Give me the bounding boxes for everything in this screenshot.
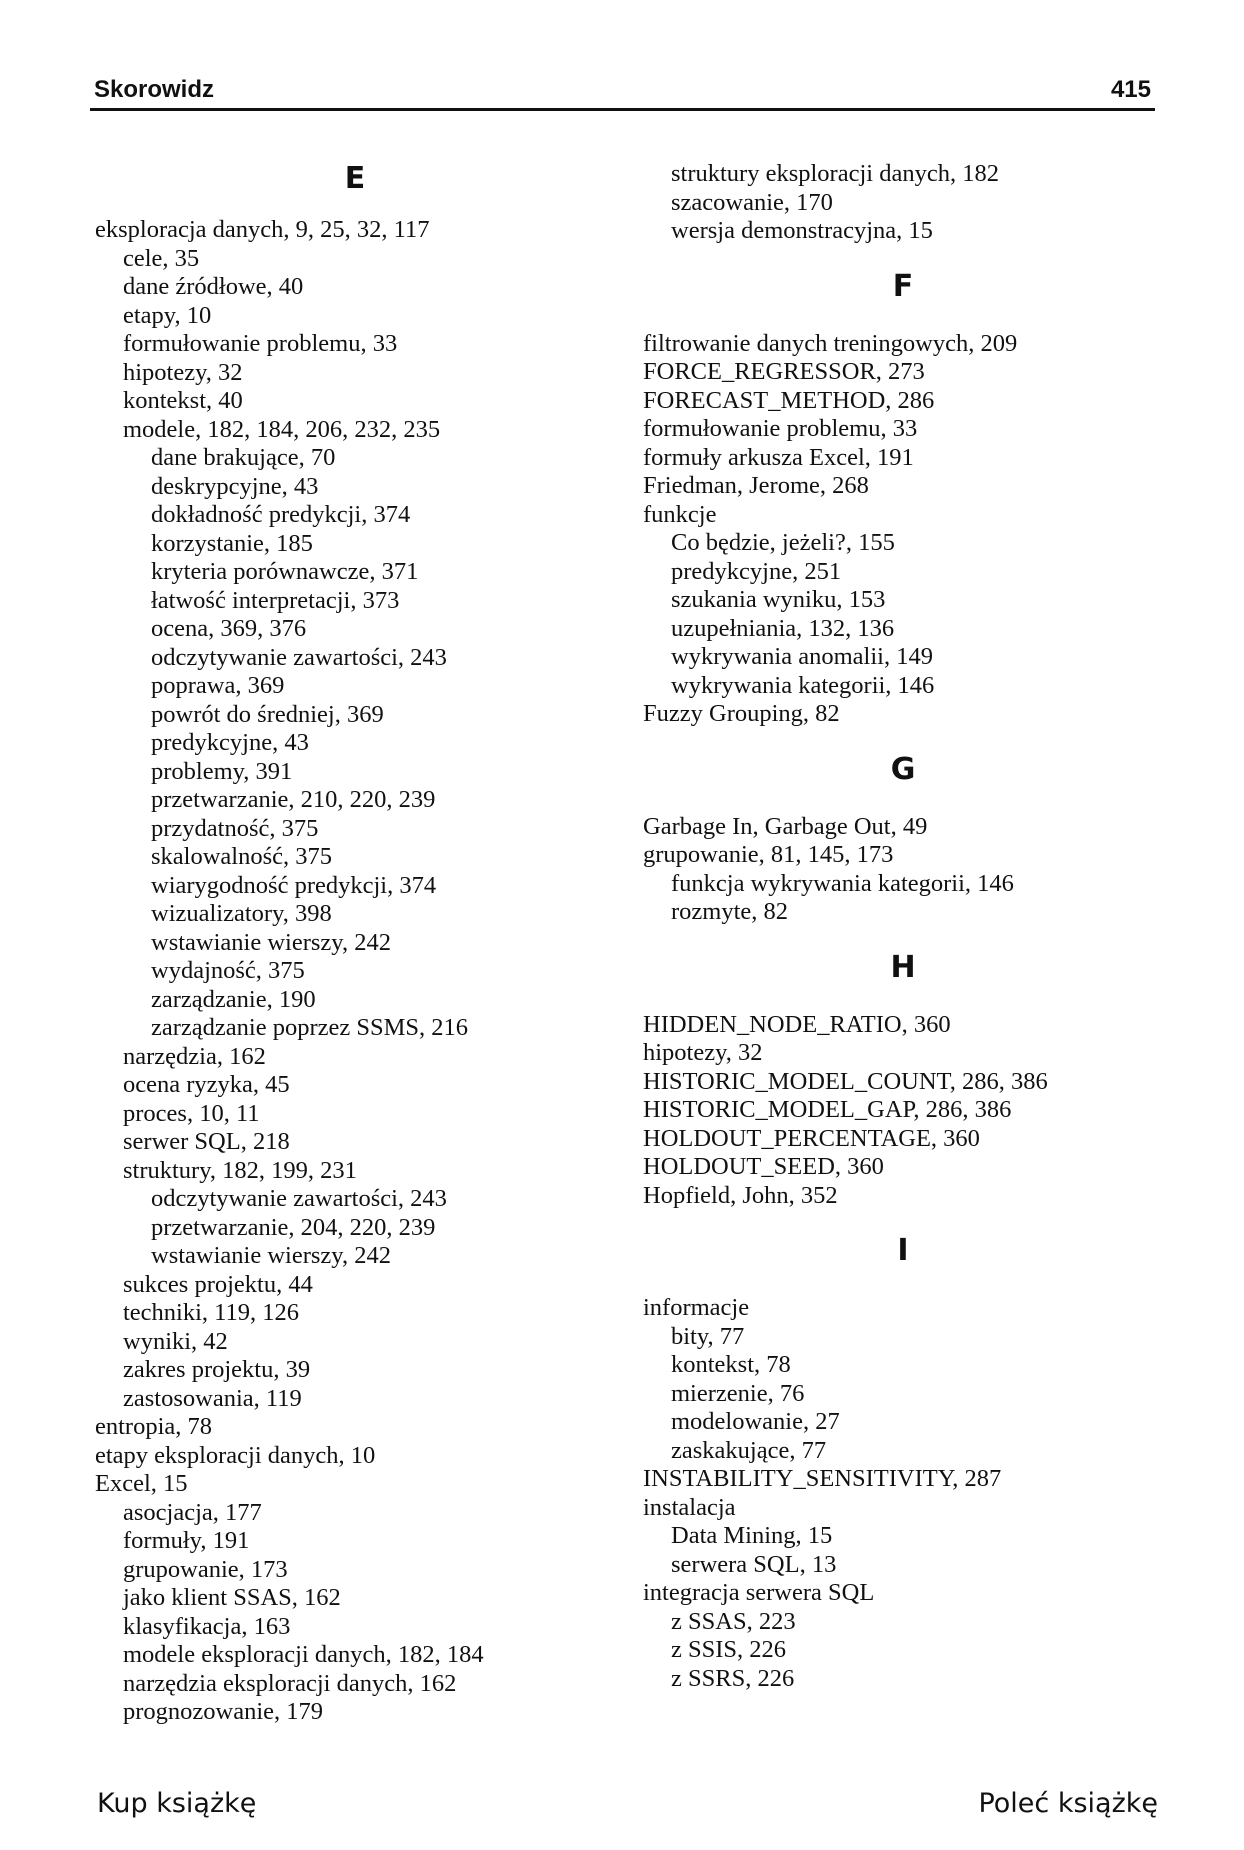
page-number: 415 [1110, 76, 1151, 103]
index-subentry: struktury eksploracji danych, 182 [671, 160, 999, 187]
index-entry: formuły arkusza Excel, 191 [643, 443, 914, 471]
index-subentry: szukania wyniku, 153 [671, 586, 886, 613]
index-entry: Hopfield, John, 352 [643, 1181, 838, 1209]
index-subentry: formuły, 191 [123, 1527, 250, 1554]
index-subentry: grupowanie, 173 [123, 1555, 288, 1583]
index-entry: HIDDEN_NODE_RATIO, 360 [643, 1010, 951, 1038]
index-subentry: problemy, 391 [151, 757, 293, 785]
section-letter-heading: G [890, 751, 916, 787]
index-subentry: Co będzie, jeżeli?, 155 [671, 529, 895, 556]
index-subentry: modele eksploracji danych, 182, 184 [123, 1641, 484, 1668]
index-entry: entropia, 78 [95, 1413, 213, 1440]
index-entry: HOLDOUT_SEED, 360 [643, 1153, 884, 1180]
index-entry: HISTORIC_MODEL_GAP, 286, 386 [643, 1096, 1012, 1123]
section-letter-heading: I [897, 1233, 909, 1268]
section-letter-heading: H [890, 949, 916, 985]
index-entry: FORCE_REGRESSOR, 273 [643, 358, 925, 385]
index-subentry: odczytywanie zawartości, 243 [151, 1185, 447, 1212]
index-subentry: modele, 182, 184, 206, 232, 235 [123, 415, 441, 443]
index-subentry: z SSAS, 223 [671, 1607, 796, 1635]
index-subentry: uzupełniania, 132, 136 [671, 614, 895, 642]
index-subentry: kontekst, 40 [123, 387, 243, 414]
index-subentry: mierzenie, 76 [671, 1379, 805, 1407]
index-subentry: prognozowanie, 179 [123, 1698, 324, 1725]
index-subentry: zakres projektu, 39 [123, 1356, 311, 1383]
running-head-title: Skorowidz [94, 76, 215, 103]
index-subentry: bity, 77 [671, 1322, 745, 1350]
index-entry: etapy eksploracji danych, 10 [95, 1441, 376, 1469]
index-subentry: wykrywania kategorii, 146 [671, 671, 935, 699]
index-subentry: z SSIS, 226 [671, 1636, 787, 1663]
index-subentry: dane źródłowe, 40 [123, 273, 304, 300]
index-subentry: wydajność, 375 [151, 957, 305, 984]
index-subentry: cele, 35 [123, 244, 200, 272]
index-subentry: serwera SQL, 13 [671, 1550, 837, 1578]
index-subentry: z SSRS, 226 [671, 1664, 795, 1692]
buy-book-link[interactable]: Kup książkę [97, 1788, 257, 1819]
index-subentry: poprawa, 369 [151, 672, 285, 699]
index-entry: Friedman, Jerome, 268 [643, 472, 869, 499]
index-subentry: narzędzia, 162 [123, 1042, 266, 1070]
index-subentry: wiarygodność predykcji, 374 [151, 871, 437, 899]
index-subentry: jako klient SSAS, 162 [123, 1584, 341, 1611]
index-subentry: powrót do średniej, 369 [151, 700, 384, 728]
index-subentry: predykcyjne, 43 [151, 729, 309, 756]
index-subentry: sukces projektu, 44 [123, 1270, 313, 1298]
index-subentry: szacowanie, 170 [671, 188, 833, 216]
index-subentry: predykcyjne, 251 [671, 557, 842, 585]
index-subentry: zastosowania, 119 [123, 1384, 302, 1412]
index-subentry: techniki, 119, 126 [123, 1299, 300, 1326]
index-column-right [643, 160, 1163, 1693]
index-subentry: asocjacja, 177 [123, 1498, 262, 1526]
index-subentry: wyniki, 42 [123, 1327, 228, 1355]
index-entry: HOLDOUT_PERCENTAGE, 360 [643, 1124, 980, 1152]
index-subentry: dane brakujące, 70 [151, 444, 336, 471]
index-entry: Garbage In, Garbage Out, 49 [643, 812, 928, 840]
index-subentry: zarządzanie poprzez SSMS, 216 [151, 1014, 469, 1041]
index-entry: HISTORIC_MODEL_COUNT, 286, 386 [643, 1067, 1048, 1095]
index-subentry: przydatność, 375 [151, 814, 319, 842]
recommend-book-link[interactable]: Poleć książkę [978, 1788, 1158, 1819]
index-column-left [95, 160, 615, 1727]
section-letter-heading: F [892, 268, 914, 304]
index-subentry: wykrywania anomalii, 149 [671, 643, 933, 670]
index-subentry: deskrypcyjne, 43 [151, 472, 319, 500]
page-header [90, 74, 1155, 111]
index-subentry: dokładność predykcji, 374 [151, 501, 411, 528]
index-entry: FORECAST_METHOD, 286 [643, 386, 935, 414]
index-subentry: narzędzia eksploracji danych, 162 [123, 1669, 457, 1697]
index-subentry: skalowalność, 375 [151, 843, 332, 870]
index-subentry: przetwarzanie, 210, 220, 239 [151, 786, 436, 813]
index-subentry: struktury, 182, 199, 231 [123, 1156, 357, 1184]
index-subentry: klasyfikacja, 163 [123, 1612, 291, 1640]
index-entry: formułowanie problemu, 33 [643, 415, 918, 442]
index-subentry: wersja demonstracyjna, 15 [671, 217, 933, 244]
index-subentry: zarządzanie, 190 [151, 985, 316, 1013]
index-subentry: zaskakujące, 77 [671, 1436, 827, 1464]
index-subentry: etapy, 10 [123, 301, 212, 329]
index-subentry: ocena ryzyka, 45 [123, 1071, 290, 1098]
index-entry: grupowanie, 81, 145, 173 [643, 841, 894, 868]
index-subentry: łatwość interpretacji, 373 [151, 586, 400, 614]
index-subentry: wstawianie wierszy, 242 [151, 1242, 391, 1269]
index-entry: filtrowanie danych treningowych, 209 [643, 329, 1018, 357]
index-subentry: hipotezy, 32 [123, 358, 243, 386]
index-entry: instalacja [643, 1493, 736, 1521]
index-subentry: modelowanie, 27 [671, 1408, 840, 1435]
index-subentry: Data Mining, 15 [671, 1522, 833, 1549]
index-subentry: ocena, 369, 376 [151, 615, 307, 642]
index-subentry: odczytywanie zawartości, 243 [151, 643, 447, 671]
index-subentry: funkcja wykrywania kategorii, 146 [671, 869, 1014, 897]
index-entry: Excel, 15 [95, 1470, 188, 1497]
index-subentry: wizualizatory, 398 [151, 900, 332, 927]
section-letter-heading: E [344, 161, 366, 196]
index-subentry: kryteria porównawcze, 371 [151, 558, 419, 585]
index-subentry: korzystanie, 185 [151, 529, 313, 557]
index-subentry: serwer SQL, 218 [123, 1128, 290, 1155]
index-entry: Fuzzy Grouping, 82 [643, 700, 840, 727]
index-entry: integracja serwera SQL [643, 1579, 875, 1606]
index-entry: informacje [643, 1294, 750, 1321]
index-entry: hipotezy, 32 [643, 1039, 763, 1066]
index-subentry: formułowanie problemu, 33 [123, 330, 398, 357]
index-subentry: przetwarzanie, 204, 220, 239 [151, 1213, 436, 1241]
index-subentry: kontekst, 78 [671, 1351, 791, 1378]
index-entry: eksploracja danych, 9, 25, 32, 117 [95, 216, 430, 243]
index-subentry: wstawianie wierszy, 242 [151, 928, 391, 956]
index-subentry: rozmyte, 82 [671, 898, 789, 925]
index-entry: funkcje [643, 500, 717, 528]
index-subentry: proces, 10, 11 [123, 1099, 260, 1127]
index-entry: INSTABILITY_SENSITIVITY, 287 [643, 1465, 1002, 1492]
